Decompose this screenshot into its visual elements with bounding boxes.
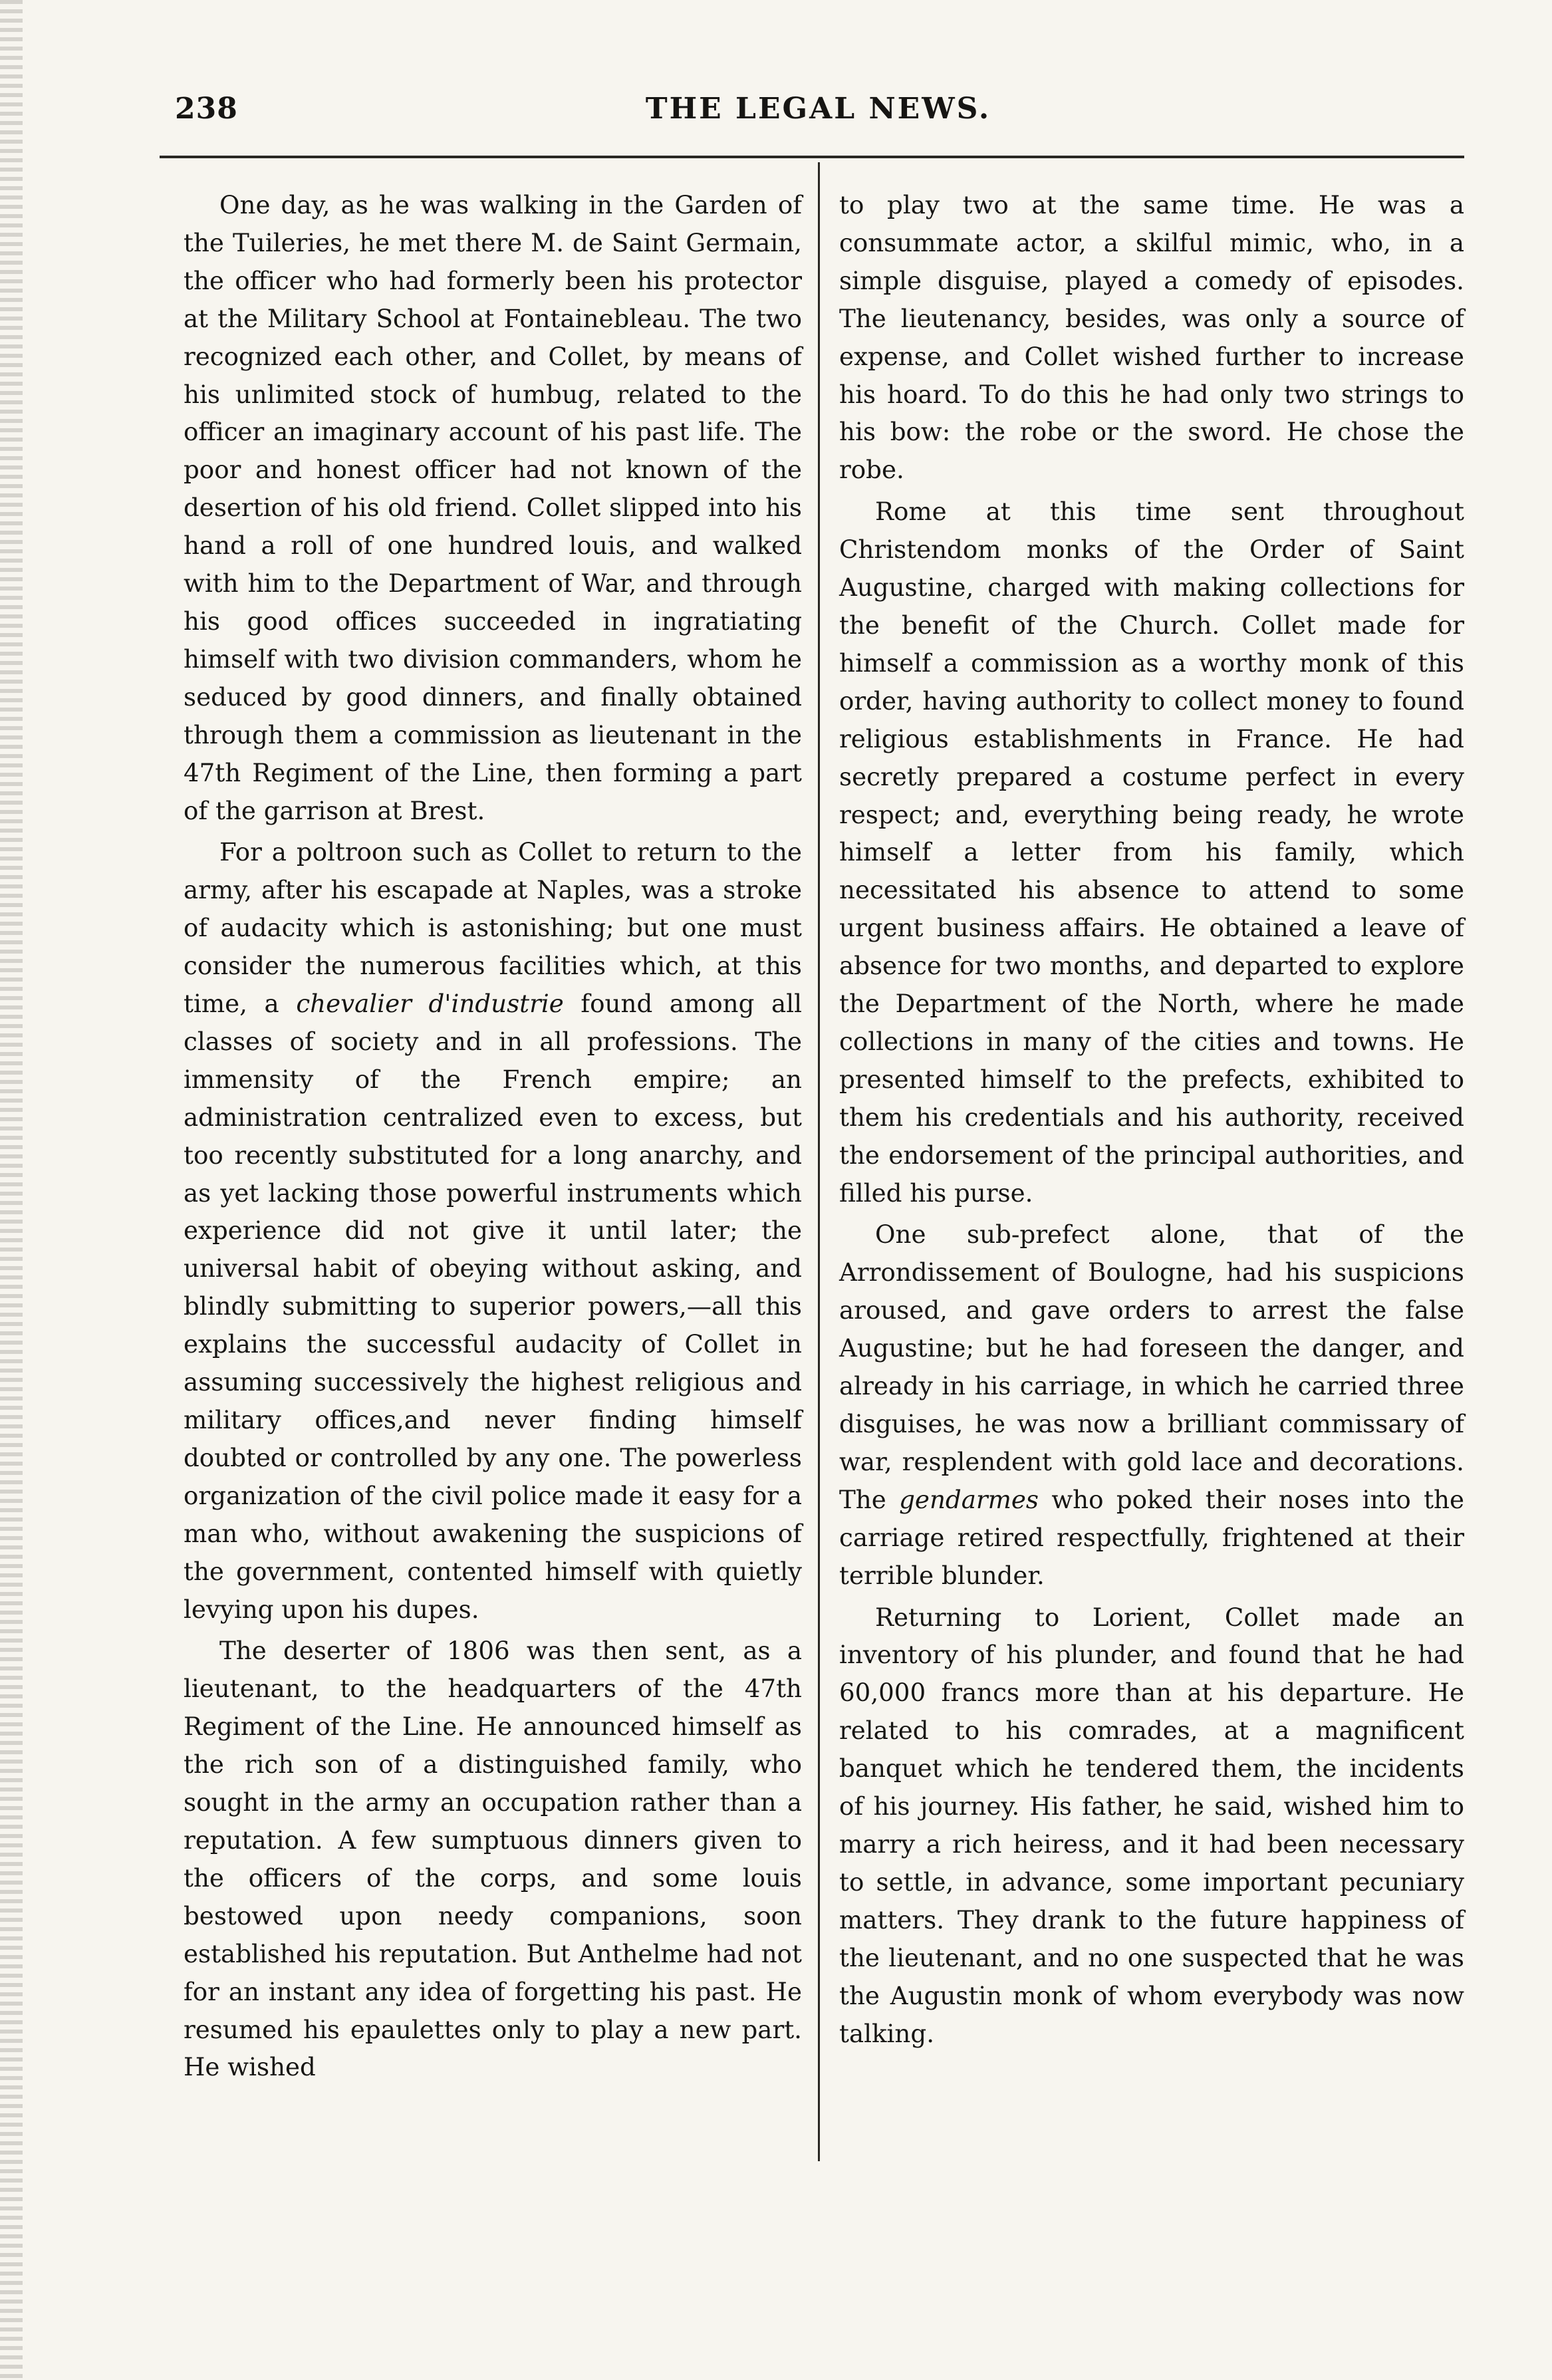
left-paragraph-3: The deserter of 1806 was then sent, as a lieutenant, to the headquarters of the 47th Regiment of the Line. He announced himself as the rich son of a distinguished family, who sought in the army an occupation rather than a reputation. A few sumptuous dinners given to the officers of the corps, and some louis bestowed upon needy companions, soon established his reputation. But Anthelme had not for an instant any idea of forgetting his past. He resumed his epaulettes only to play a new part. He wished: [184, 1636, 802, 2082]
left-paragraph-2-italic: chevalier d'industrie: [296, 989, 564, 1019]
left-paragraph-1: One day, as he was walking in the Garden of the Tuileries, he met there M. de Saint Germain, the officer who had formerly been his protector at the Military School at Fontainebleau. The two recognized each other, and Collet, by means of his unlimited stock of humbug, related to the officer an imaginary account of his past life. The poor and honest officer had not known of the desertion of his old friend. Collet slipped into his hand a roll of one hundred louis, and walked with him to the Department of War, and through his good offices succeeded in ingratiating himself with two division commanders, whom he seduced by good dinners, and finally obtained through them a commission as lieutenant in the 47th Regiment of the Line, then forming a part of the garrison at Brest.: [184, 190, 802, 825]
column-divider: [818, 162, 820, 2161]
right-column: [839, 186, 1464, 2052]
header-rule: [160, 156, 1464, 158]
page-number: 238: [175, 92, 238, 126]
right-paragraph-3-text-b: who poked their noses into the carriage retired respectfully, frightened at their terrible blunder.: [839, 1484, 1464, 1590]
right-paragraph-2: Rome at this time sent throughout Christendom monks of the Order of Saint Augustine, charged with making collections for the benefit of the Church. Collet made for himself a commission as a worthy monk of this order, having authority to collect money to found religious establishments in France. He had secretly prepared a costume perfect in every respect; and, everything being ready, he wrote himself a letter from his family, which necessitated his absence to attend to some urgent business affairs. He obtained a leave of absence for two months, and departed to explore the Department of the North, where he made collections in many of the cities and towns. He presented himself to the prefects, exhibited to them his credentials and his authority, received the endorsement of the principal authorities, and filled his purse.: [839, 497, 1464, 1208]
right-paragraph-3-text-a: One sub-prefect alone, that of the Arrondissement of Boulogne, had his suspicions aroused, and gave orders to arrest the false Augustine; but he had foreseen the danger, and already in his carriage, in which he carried three disguises, he was now a brilliant commissary of war, resplendent with gold lace and decorations. The: [839, 1220, 1464, 1514]
right-paragraph-4: Returning to Lorient, Collet made an inventory of his plunder, and found that he had 60,000 francs more than at his departure. He related to his comrades, at a magnificent banquet which he tendered them, the incidents of his journey. His father, he said, wished him to marry a rich heiress, and it had been necessary to settle, in advance, some important pecuniary matters. They drank to the future happiness of the lieutenant, and no one suspected that he was the Augustin monk of whom everybody was now talking.: [839, 1602, 1464, 2048]
page-header: [175, 85, 1462, 138]
right-paragraph-3: [839, 1216, 1464, 1594]
page-edge-shadow: [0, 0, 23, 2380]
right-paragraph-3-italic: gendarmes: [899, 1484, 1039, 1514]
left-paragraph-2: [184, 833, 802, 1628]
running-title: THE LEGAL NEWS.: [645, 92, 991, 126]
left-column: [184, 186, 802, 2086]
left-paragraph-2-text-b: found among all classes of society and in all professions. The immensity of the French empire; an administration centralized even to excess, but too recently substituted for a long anarchy, and as yet lacking those powerful instruments which experience did not give it until later; the universal habit of obeying without asking, and blindly submitting to superior powers,—all this explains the successful audacity of Collet in assuming successively the highest religious and military offices,and never finding himself doubted or controlled by any one. The powerless organization of the civil police made it easy for a man who, without awakening the suspicions of the government, contented himself with quietly levying upon his dupes.: [184, 989, 802, 1624]
left-paragraph-2-text-a: For a poltroon such as Collet to return to the army, after his escapade at Naples, was a stroke of audacity which is astonishing; but one must consider the numerous facilities which, at this time, a: [184, 837, 802, 1019]
right-paragraph-1: to play two at the same time. He was a consummate actor, a skilful mimic, who, in a simple disguise, played a comedy of episodes. The lieutenancy, besides, was only a source of expense, and Collet wished further to increase his hoard. To do this he had only two strings to his bow: the robe or the sword. He chose the robe.: [839, 190, 1464, 485]
